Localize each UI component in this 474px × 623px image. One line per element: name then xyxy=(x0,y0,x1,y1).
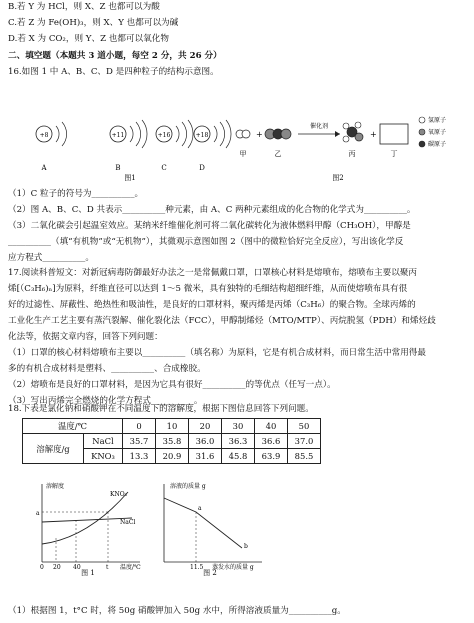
graph2-point-b: b xyxy=(244,543,248,550)
kno3-curve xyxy=(42,492,128,544)
table-cell: 36.3 xyxy=(222,434,255,449)
molecule-ding-label: 丁 xyxy=(390,150,398,158)
molecule-yi-label: 乙 xyxy=(274,150,282,158)
legend xyxy=(419,116,446,148)
graph1-tick-40: 40 xyxy=(73,564,81,571)
atom-a-nucleus: +8 xyxy=(39,132,49,139)
solubility-graph xyxy=(28,478,148,576)
graph1-xlabel: 温度/℃ xyxy=(120,564,141,571)
legend-carbon: 碳原子 xyxy=(428,141,447,148)
graph1-caption: 图 1 xyxy=(81,569,95,576)
legend-oxygen: 氧原子 xyxy=(428,129,447,136)
table-row xyxy=(23,419,321,434)
atom-b xyxy=(110,120,147,172)
molecule-jia xyxy=(236,130,250,158)
table-cell: 35.8 xyxy=(156,434,189,449)
molecule-ding-box xyxy=(380,124,408,144)
q16-stem: 16.如图 1 中 A、B、C、D 是四种粒子的结构示意图。 xyxy=(8,67,219,77)
table-cell: 10 xyxy=(156,419,189,434)
plus-sign-2: + xyxy=(370,130,377,139)
atom-a xyxy=(36,122,67,172)
figure-row xyxy=(22,112,462,182)
q16-part3-line1: （3）二氧化碳会引起温室效应。某纳米纤维催化剂可将二氧化碳转化为液体燃料甲醇（CH₃OH），甲醇是 xyxy=(8,221,411,231)
q17-line1: 17.阅读科普短文：对新冠病毒防御最好办法之一是常佩戴口罩，口罩核心材料是熔喷布，熔喷布主要以聚丙 xyxy=(8,268,417,278)
graph1-tick-t: t xyxy=(106,564,109,571)
q16-part3-line3: 应方程式__________。 xyxy=(8,253,94,263)
table-cell: 40 xyxy=(255,419,288,434)
table-cell: 63.9 xyxy=(255,449,288,464)
graph1-series-kno3: KNO₃ xyxy=(110,491,128,498)
graph1-tick-20: 20 xyxy=(53,564,61,571)
table-cell: 37.0 xyxy=(288,434,321,449)
temp-header: 温度/℃ xyxy=(23,419,123,434)
table-cell: 36.6 xyxy=(255,434,288,449)
option-d-text: D.若 X 为 CO₂，则 Y、Z 也都可以氧化物 xyxy=(8,34,169,44)
q16-part3-line2: __________（填“有机物”或“无机物”），其微观示意图如图 2（图中的微粒恰好完全反应），写出该化学反 xyxy=(8,237,404,247)
atom-d-label: D xyxy=(199,164,205,172)
section-heading: 二、填空题（本题共 3 道小题，每空 2 分，共 26 分） xyxy=(8,51,222,61)
molecule-bing-label: 丙 xyxy=(348,150,356,158)
atom-c-label: C xyxy=(161,164,167,172)
evaporation-curve xyxy=(164,498,242,548)
molecule-bing xyxy=(343,122,363,158)
q18-stem: 18.下表是氯化钠和硝酸钾在不同温度下的溶解度，根据下图信息回答下列问题。 xyxy=(8,404,314,414)
graph1-series-nacl: NaCl xyxy=(120,519,136,526)
q17-part2: （2）熔喷布是良好的口罩材料，是因为它具有很好__________的等优点（任写一点）。 xyxy=(8,380,336,390)
q17-line2: 烯[（C₃H₆)ₙ]为原料，纤维直径可以达到 1～5 微米，具有独特的毛细结构超细纤维，从而使熔喷布具有很 xyxy=(8,284,408,294)
legend-hydrogen: 氢原子 xyxy=(428,117,447,124)
evaporation-graph xyxy=(150,478,270,576)
graph2-ylabel: 溶液的质量 g xyxy=(170,483,206,490)
solubility-table xyxy=(22,418,321,464)
figure2-caption: 图2 xyxy=(332,174,344,182)
plus-sign: + xyxy=(256,130,263,139)
atom-c-nucleus: +16 xyxy=(157,132,171,139)
catalyst-label: 催化剂 xyxy=(309,123,329,130)
graph2-xtick: 11.5 xyxy=(190,564,204,571)
atom-a-label: A xyxy=(41,164,47,172)
row-name-kno3: KNO₃ xyxy=(84,449,123,464)
graph2-xlabel: 蒸发水的质量 g xyxy=(212,564,254,571)
table-cell: 20 xyxy=(189,419,222,434)
option-c-text: C.若 Z 为 Fe(OH)₃，则 X、Y 也都可以为碱 xyxy=(8,18,179,28)
q17-part3: （3）写出丙烯完全燃烧的化学方程式__________。 xyxy=(8,396,203,406)
atom-c xyxy=(156,120,193,172)
q16-part2: （2）图 A、B、C、D 共表示__________种元素，由 A、C 两种元素组成的化合物的化学式为__________。 xyxy=(8,205,416,215)
nacl-curve xyxy=(42,518,132,522)
figure1-caption: 图1 xyxy=(124,174,136,182)
table-cell: 13.3 xyxy=(123,449,156,464)
table-cell: 31.6 xyxy=(189,449,222,464)
atom-d-nucleus: +18 xyxy=(195,132,209,139)
q17-part1-line2: 多的有机合成材料是塑料、__________、合成橡胶。 xyxy=(8,364,206,374)
table-cell: 50 xyxy=(288,419,321,434)
graph1-tick-0: 0 xyxy=(40,564,44,571)
solubility-header: 溶解度/g xyxy=(23,434,84,464)
table-cell: 30 xyxy=(222,419,255,434)
q18-part1: （1）根据图 1，t°C 时，将 50g 硝酸钾加入 50g 水中，所得溶液质量为__________g。 xyxy=(8,606,346,616)
table-row xyxy=(23,434,321,449)
molecule-jia-label: 甲 xyxy=(239,150,247,158)
option-b-text: B.若 Y 为 HCl，则 X、Z 也都可以为酸 xyxy=(8,2,160,12)
atom-d xyxy=(194,120,231,172)
q16-part1: （1）C 粒子的符号为__________。 xyxy=(8,189,144,199)
q17-line3: 好的过滤性、屏蔽性、绝热性和吸油性，是良好的口罩材料，聚丙烯是丙烯（C₃H₆）的聚合物。全球丙烯的 xyxy=(8,300,416,310)
table-cell: 45.8 xyxy=(222,449,255,464)
graph2-point-a: a xyxy=(198,505,202,512)
graph1-ymark: a xyxy=(36,510,40,517)
q17-line4: 工业化生产工艺主要有蒸汽裂解、催化裂化法（FCC），甲醇制烯烃（MTO/MTP）、丙烷脱氢（PDH）和烯烃歧 xyxy=(8,316,436,326)
table-cell: 20.9 xyxy=(156,449,189,464)
table-cell: 85.5 xyxy=(288,449,321,464)
atom-b-label: B xyxy=(115,164,121,172)
table-cell: 36.0 xyxy=(189,434,222,449)
molecule-yi xyxy=(265,129,291,158)
table-cell: 35.7 xyxy=(123,434,156,449)
atom-b-nucleus: +11 xyxy=(111,132,125,139)
row-name-nacl: NaCl xyxy=(84,434,123,449)
table-cell: 0 xyxy=(123,419,156,434)
q17-line5: 化法等，依据文章内容，回答下列问题： xyxy=(8,332,163,342)
graph2-caption: 图 2 xyxy=(203,569,217,576)
graph1-ylabel: 溶解度 xyxy=(46,483,65,490)
q17-part1-line1: （1）口罩的核心材料熔喷布主要以__________（填名称）为原料，它是有机合成材料，而日常生活中常用得最 xyxy=(8,348,426,358)
